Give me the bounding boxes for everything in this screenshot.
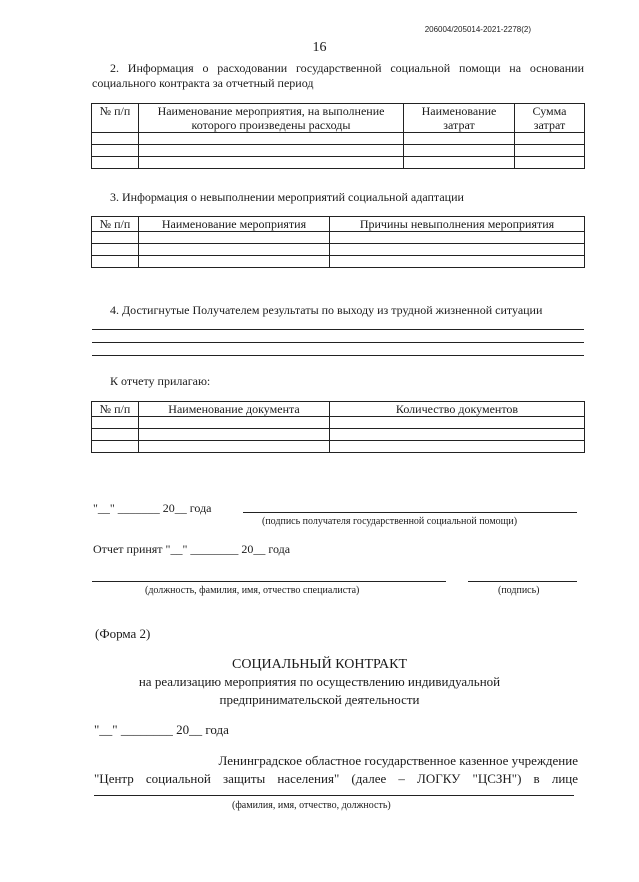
col-activity: Наименование мероприятия <box>139 217 330 232</box>
section4-text: 4. Достигнутые Получателем результаты по выходу из трудной жизненной ситуации <box>110 303 543 317</box>
results-line <box>92 329 584 330</box>
table-row <box>92 133 585 145</box>
accepted-line: Отчет принят "__" ________ 20__ года <box>93 542 291 556</box>
recipient-caption: (подпись получателя государственной социальной помощи) <box>262 516 518 527</box>
document-id: 206004/205014-2021-2278(2) <box>424 25 531 34</box>
table-row <box>92 232 585 244</box>
table-row <box>92 417 585 429</box>
col-activity: Наименование мероприятия, на выполнение которого произведены расходы <box>139 104 404 133</box>
contract-date-line: "__" ________ 20__ года <box>94 722 229 737</box>
col-number: № п/п <box>92 104 139 133</box>
section2-text: 2. Информация о расходовании государственной социальной помощи на основании социального контракта за отчетный период <box>92 61 584 90</box>
col-sum: Сумма затрат <box>515 104 585 133</box>
failures-table <box>91 216 585 268</box>
col-cost-name: Наименование затрат <box>404 104 515 133</box>
form-label: (Форма 2) <box>95 626 151 641</box>
col-count: Количество документов <box>330 402 585 417</box>
contract-body-2: "Центр социальной защиты населения" (далее – ЛОГКУ "ЦСЗН") в лице <box>94 771 578 786</box>
page-number: 16 <box>312 40 327 55</box>
table-row <box>92 145 585 157</box>
expenses-table <box>91 103 585 169</box>
col-reasons: Причины невыполнения мероприятия <box>330 217 585 232</box>
table-row <box>92 441 585 453</box>
contract-subtitle-2: предпринимательской деятельности <box>219 692 420 707</box>
contract-subtitle-1: на реализацию мероприятия по осуществлению индивидуальной <box>138 674 501 689</box>
table-row <box>92 256 585 268</box>
col-number: № п/п <box>92 402 139 417</box>
results-line <box>92 342 584 343</box>
table-row <box>92 429 585 441</box>
documents-table <box>91 401 585 453</box>
representative-line <box>94 795 574 796</box>
specialist-line <box>92 581 446 582</box>
col-document: Наименование документа <box>139 402 330 417</box>
report-date-line: "__" _______ 20__ года <box>93 501 212 515</box>
contract-title: СОЦИАЛЬНЫЙ КОНТРАКТ <box>232 657 407 672</box>
section3-text: 3. Информация о невыполнении мероприятий социальной адаптации <box>110 190 464 204</box>
sign-line <box>468 581 577 582</box>
representative-caption: (фамилия, имя, отчество, должность) <box>232 800 391 811</box>
sign-caption: (подпись) <box>498 585 540 596</box>
recipient-signature-line <box>243 512 577 513</box>
specialist-caption: (должность, фамилия, имя, отчество специалиста) <box>145 585 360 596</box>
table-row <box>92 157 585 169</box>
contract-body-1: Ленинградское областное государственное казенное учреждение <box>218 753 578 768</box>
table-row <box>92 244 585 256</box>
results-line <box>92 355 584 356</box>
attach-text: К отчету прилагаю: <box>110 374 211 388</box>
col-number: № п/п <box>92 217 139 232</box>
